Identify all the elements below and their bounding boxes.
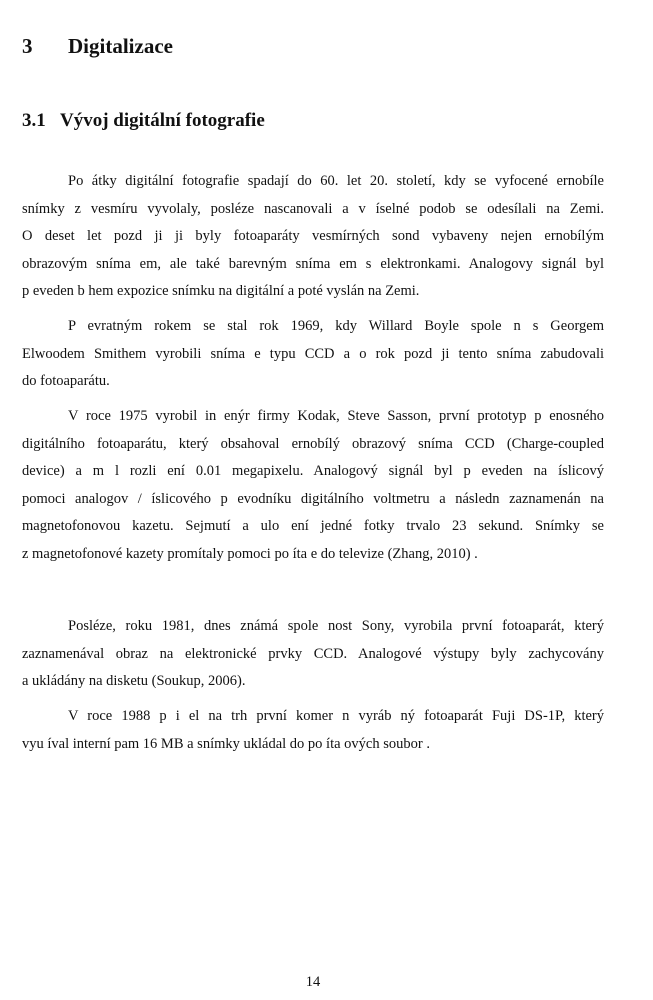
paragraph-line: snímky z vesmíru vyvolaly, posléze nascanovali a v íselné podob se odesílali na Zemi. — [22, 200, 604, 217]
chapter-title: Digitalizace — [68, 34, 173, 58]
paragraph-line: Elwoodem Smithem vyrobili sníma e typu CCD a o rok pozd ji tento sníma zabudovali — [22, 345, 604, 362]
paragraph-line: zaznamenával obraz na elektronické prvky CCD. Analogové výstupy byly zachycovány — [22, 645, 604, 662]
paragraph-line: a ukládány na disketu (Soukup, 2006). — [22, 673, 246, 689]
paragraph-line: vyu íval interní pam 16 MB a snímky ukládal do po íta ových soubor . — [22, 735, 430, 752]
paragraph-5 — [22, 703, 604, 758]
paragraph-line: Posléze, roku 1981, dnes známá spole nost Sony, vyrobila první fotoaparát, který — [68, 618, 604, 634]
paragraph-line: magnetofonovou kazetu. Sejmutí a ulo ení jedné fotky trvalo 23 sekund. Snímky se — [22, 518, 604, 534]
paragraph-line: digitálního fotoaparátu, který obsahoval ernobílý obrazový sníma CCD (Charge-coupled — [22, 435, 604, 452]
paragraph-line: pomoci analogov / íslicového p evodníku digitálního voltmetru a následn zaznamenán na — [22, 490, 604, 507]
paragraph-2 — [22, 313, 604, 396]
paragraph-line: p eveden b hem expozice snímku na digitální a poté vyslán na Zemi. — [22, 283, 420, 299]
paragraph-3 — [22, 403, 604, 568]
paragraph-line: Po átky digitální fotografie spadají do 60. let 20. století, kdy se vyfocené ernobíle — [68, 173, 604, 189]
paragraph-4 — [22, 613, 604, 696]
page-number: 14 — [305, 974, 321, 990]
paragraph-line: V roce 1988 p i el na trh první komer n vyráb ný fotoaparát Fuji DS-1P, který — [68, 708, 604, 724]
paragraph-line: O deset let pozd ji ji byly fotoaparáty vesmírných sond vybaveny nejen ernobílým — [22, 228, 604, 244]
paragraph-line: V roce 1975 vyrobil in enýr firmy Kodak, Steve Sasson, první prototyp p enosného — [68, 408, 604, 424]
section-title: Vývoj digitální fotografie — [60, 110, 265, 131]
chapter-number: 3 — [22, 34, 33, 58]
paragraph-line: obrazovým sníma em, ale také barevným sníma em s elektronkami. Analogovy signál byl — [22, 255, 604, 272]
paragraph-line: P evratným rokem se stal rok 1969, kdy Willard Boyle spole n s Georgem — [68, 318, 604, 334]
section-heading — [22, 110, 265, 132]
paragraph-line: do fotoaparátu. — [22, 373, 110, 389]
paragraph-line: z magnetofonové kazety promítaly pomoci po íta e do televize (Zhang, 2010) . — [22, 545, 478, 562]
paragraph-1 — [22, 168, 604, 306]
section-number: 3.1 — [22, 110, 46, 131]
chapter-heading — [22, 34, 173, 59]
paragraph-line: device) a m l rozli ení 0.01 megapixelu. Analogový signál byl p eveden na íslicový — [22, 463, 604, 479]
